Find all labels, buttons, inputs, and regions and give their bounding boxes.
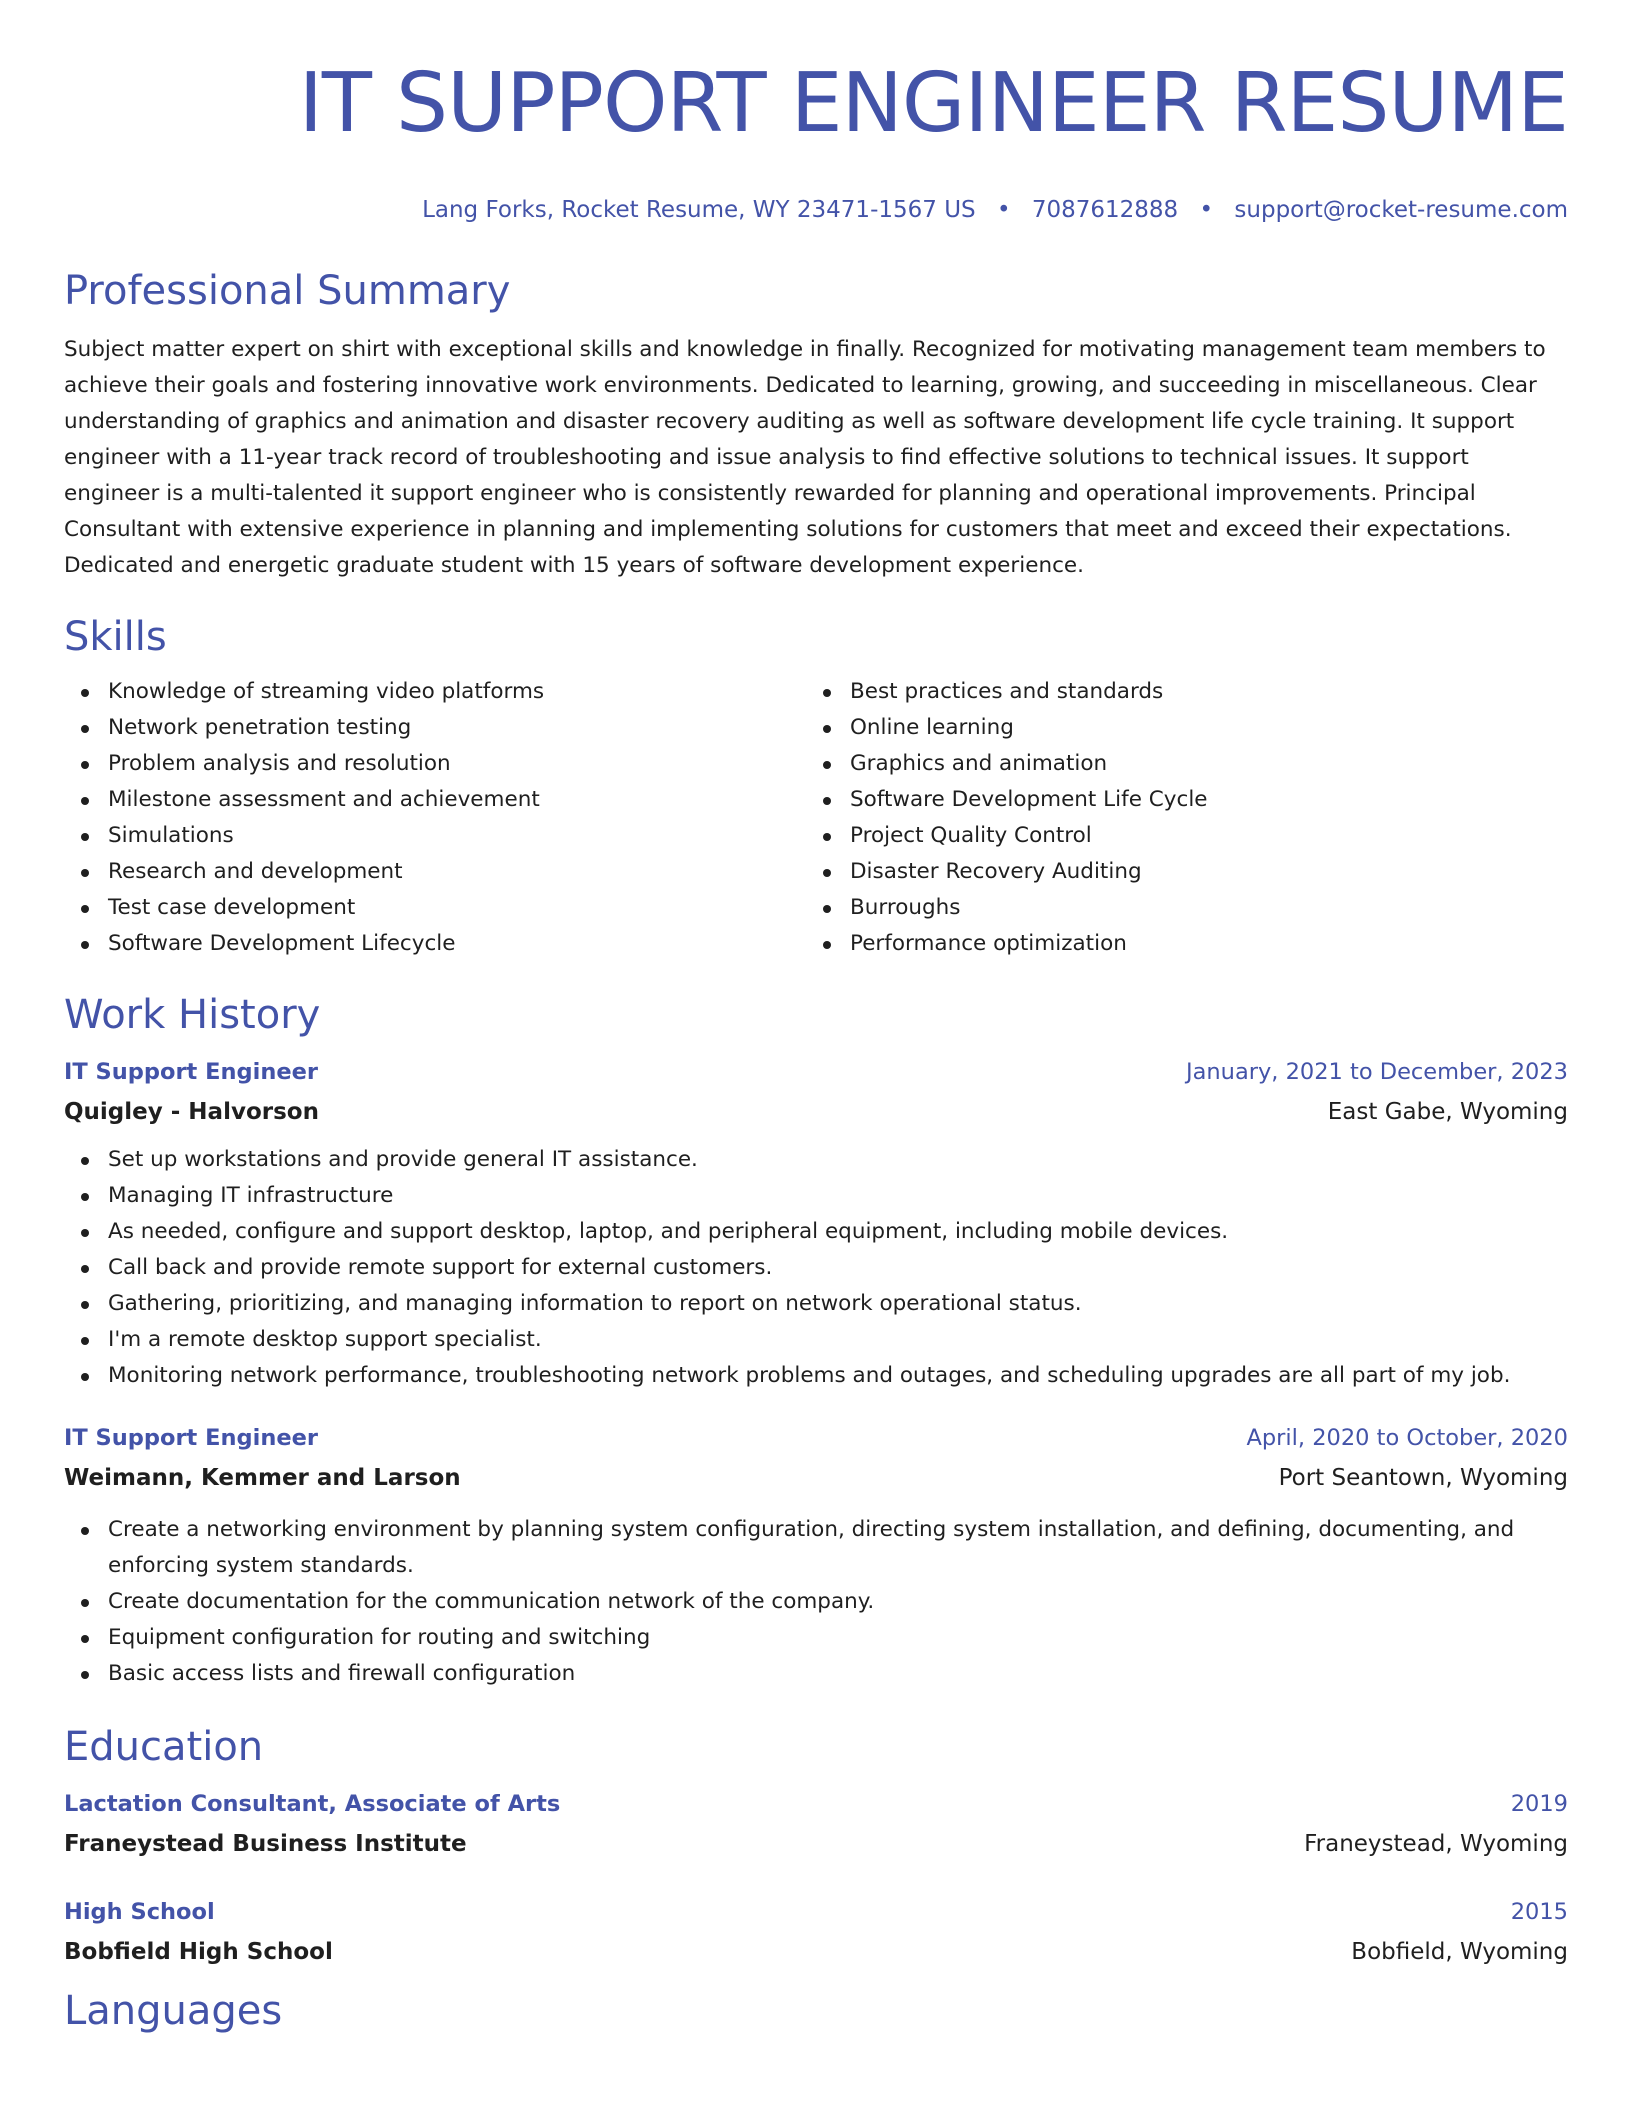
job-title-row <box>64 1052 1568 1092</box>
job-location: East Gabe, Wyoming <box>1327 1099 1568 1125</box>
contact-separator: • <box>1199 197 1214 223</box>
job-company: Weimann, Kemmer and Larson <box>64 1465 461 1491</box>
skills-section <box>64 612 1568 962</box>
education-school: Franeystead Business Institute <box>64 1831 467 1857</box>
job-duty: I'm a remote desktop support specialist. <box>108 1322 1568 1358</box>
skill-item: Software Development Life Cycle <box>850 782 1548 818</box>
professional-summary-section <box>64 266 1568 584</box>
skills-grid <box>64 674 1568 962</box>
skill-item: Best practices and standards <box>850 674 1548 710</box>
skill-item: Network penetration testing <box>108 710 806 746</box>
education-school: Bobfield High School <box>64 1939 333 1965</box>
education-entry <box>64 1892 1568 1972</box>
job-dates: April, 2020 to October, 2020 <box>1246 1425 1568 1451</box>
education-location: Bobfield, Wyoming <box>1351 1939 1568 1965</box>
job-duty: Monitoring network performance, troubleshooting network problems and outages, and scheduling upgrades are all part of my job. <box>108 1358 1568 1394</box>
contact-separator: • <box>996 197 1011 223</box>
contact-phone: 7087612888 <box>1031 197 1179 223</box>
job-duty: Equipment configuration for routing and switching <box>108 1620 1568 1656</box>
job-company-row <box>64 1092 1568 1132</box>
education-year: 2015 <box>1510 1899 1568 1925</box>
skill-item: Project Quality Control <box>850 818 1548 854</box>
job-entry <box>64 1052 1568 1394</box>
skill-item: Test case development <box>108 890 806 926</box>
skill-item: Knowledge of streaming video platforms <box>108 674 806 710</box>
job-title-row <box>64 1418 1568 1458</box>
work-history-section <box>64 990 1568 1692</box>
job-duty: Create documentation for the communication network of the company. <box>108 1584 1568 1620</box>
education-section <box>64 1722 1568 1972</box>
languages-section <box>64 1986 1568 2036</box>
summary-heading: Professional Summary <box>64 268 511 314</box>
skill-item: Research and development <box>108 854 806 890</box>
education-heading: Education <box>64 1724 264 1770</box>
resume-title: IT SUPPORT ENGINEER RESUME <box>298 56 1568 151</box>
job-duty: Set up workstations and provide general IT assistance. <box>108 1142 1568 1178</box>
job-dates: January, 2021 to December, 2023 <box>1186 1059 1568 1085</box>
skill-item: Disaster Recovery Auditing <box>850 854 1548 890</box>
skill-item: Simulations <box>108 818 806 854</box>
education-degree-row <box>64 1892 1568 1932</box>
job-duty: Create a networking environment by planning system configuration, directing system installation, and defining, documenting, and enforcing system standards. <box>108 1512 1568 1584</box>
job-duties-list <box>64 1512 1568 1692</box>
education-degree-row <box>64 1784 1568 1824</box>
education-degree: Lactation Consultant, Associate of Arts <box>64 1791 561 1817</box>
skills-heading: Skills <box>64 614 167 660</box>
contact-line <box>64 194 1568 226</box>
skills-column-left <box>64 674 806 962</box>
education-school-row <box>64 1932 1568 1972</box>
skill-item: Online learning <box>850 710 1548 746</box>
skill-item: Graphics and animation <box>850 746 1548 782</box>
contact-address: Lang Forks, Rocket Resume, WY 23471-1567 US <box>422 197 976 223</box>
job-duty: Gathering, prioritizing, and managing information to report on network operational status. <box>108 1286 1568 1322</box>
job-duty: As needed, configure and support desktop, laptop, and peripheral equipment, including mobile devices. <box>108 1214 1568 1250</box>
resume-page <box>64 0 1568 2036</box>
work-history-heading: Work History <box>64 992 321 1038</box>
summary-text: Subject matter expert on shirt with exceptional skills and knowledge in finally. Recognized for motivating management team members to achieve their goals and fostering innovative work environments. Dedicated to learning, growing, and succeeding in miscellaneous. Clear understanding of graphics and animation and disaster recovery auditing as well as software development life cycle training. It support engineer with a 11-year track record of troubleshooting and issue analysis to find effective solutions to technical issues. It support engineer is a multi-talented it support engineer who is consistently rewarded for planning and operational improvements. Principal Consultant with extensive experience in planning and implementing solutions for customers that meet and exceed their expectations. Dedicated and energetic graduate student with 15 years of software development experience. <box>64 337 1546 578</box>
job-company-row <box>64 1458 1568 1498</box>
resume-header <box>64 0 1568 226</box>
job-company: Quigley - Halvorson <box>64 1099 319 1125</box>
job-duty: Basic access lists and firewall configuration <box>108 1656 1568 1692</box>
education-school-row <box>64 1824 1568 1864</box>
job-duty: Managing IT infrastructure <box>108 1178 1568 1214</box>
contact-email[interactable]: support@rocket-resume.com <box>1234 197 1568 223</box>
education-degree: High School <box>64 1899 215 1925</box>
skill-item: Milestone assessment and achievement <box>108 782 806 818</box>
job-role: IT Support Engineer <box>64 1059 318 1085</box>
skill-item: Performance optimization <box>850 926 1548 962</box>
job-entry <box>64 1418 1568 1692</box>
job-role: IT Support Engineer <box>64 1425 318 1451</box>
skill-item: Software Development Lifecycle <box>108 926 806 962</box>
skill-item: Burroughs <box>850 890 1548 926</box>
job-location: Port Seantown, Wyoming <box>1278 1465 1568 1491</box>
skill-item: Problem analysis and resolution <box>108 746 806 782</box>
education-location: Franeystead, Wyoming <box>1304 1831 1568 1857</box>
job-duty: Call back and provide remote support for external customers. <box>108 1250 1568 1286</box>
skills-column-right <box>806 674 1548 962</box>
languages-heading: Languages <box>64 1988 283 2034</box>
education-entry <box>64 1784 1568 1864</box>
job-duties-list <box>64 1142 1568 1394</box>
education-year: 2019 <box>1510 1791 1568 1817</box>
